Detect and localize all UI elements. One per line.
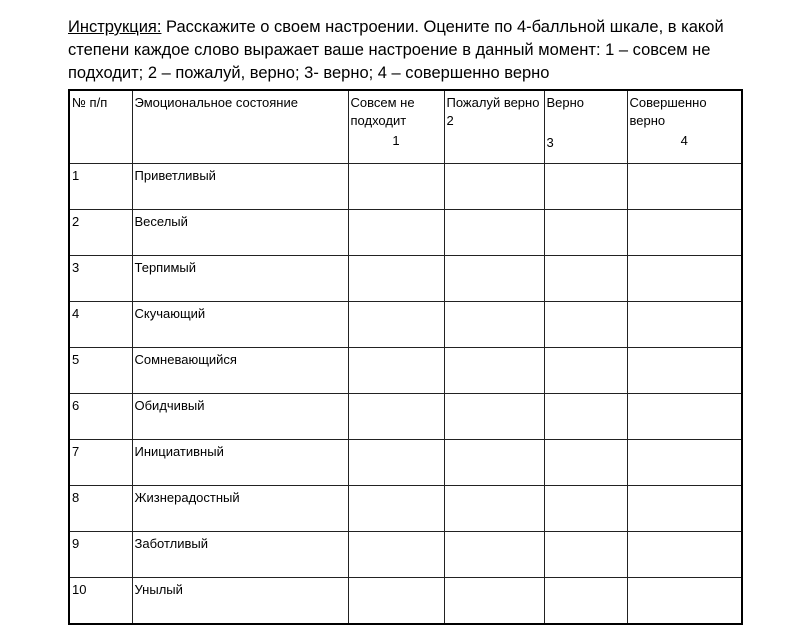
row-state: Сомневающийся	[132, 348, 348, 394]
rating-cell-4[interactable]	[627, 256, 742, 302]
row-state: Жизнерадостный	[132, 486, 348, 532]
rating-cell-3[interactable]	[544, 578, 627, 625]
row-state: Заботливый	[132, 532, 348, 578]
header-not-fit: Совсем не подходит 1	[348, 90, 444, 164]
score-1: 1	[392, 133, 400, 148]
row-number: 4	[69, 302, 132, 348]
rating-cell-3[interactable]	[544, 440, 627, 486]
row-number: 6	[69, 394, 132, 440]
instruction-label: Инструкция:	[68, 18, 162, 36]
table-row	[69, 486, 742, 532]
table-row	[69, 348, 742, 394]
rating-cell-2[interactable]	[444, 532, 544, 578]
rating-cell-1[interactable]	[348, 302, 444, 348]
table-row	[69, 578, 742, 625]
header-state: Эмоциональное состояние	[132, 90, 348, 164]
row-number: 8	[69, 486, 132, 532]
table-row	[69, 532, 742, 578]
score-2: 2	[446, 113, 454, 128]
rating-cell-2[interactable]	[444, 348, 544, 394]
score-3: 3	[546, 135, 554, 150]
table-row	[69, 210, 742, 256]
rating-cell-3[interactable]	[544, 164, 627, 210]
rating-cell-3[interactable]	[544, 532, 627, 578]
rating-cell-3[interactable]	[544, 486, 627, 532]
rating-cell-1[interactable]	[348, 440, 444, 486]
rating-cell-4[interactable]	[627, 486, 742, 532]
rating-cell-1[interactable]	[348, 210, 444, 256]
row-state: Обидчивый	[132, 394, 348, 440]
rating-cell-2[interactable]	[444, 256, 544, 302]
row-state: Приветливый	[132, 164, 348, 210]
rating-cell-3[interactable]	[544, 302, 627, 348]
row-state: Веселый	[132, 210, 348, 256]
row-number: 7	[69, 440, 132, 486]
rating-cell-1[interactable]	[348, 532, 444, 578]
rating-cell-4[interactable]	[627, 210, 742, 256]
header-absolutely-true: Совершенно верно 4	[627, 90, 742, 164]
table-row	[69, 440, 742, 486]
mood-rating-table	[68, 89, 743, 625]
header-number: № п/п	[69, 90, 132, 164]
rating-cell-1[interactable]	[348, 486, 444, 532]
rating-cell-1[interactable]	[348, 394, 444, 440]
header-probably-true: Пожалуй верно 2	[444, 90, 544, 164]
row-state: Инициативный	[132, 440, 348, 486]
row-number: 9	[69, 532, 132, 578]
row-state: Унылый	[132, 578, 348, 625]
table-row	[69, 256, 742, 302]
rating-cell-2[interactable]	[444, 164, 544, 210]
row-state: Скучающий	[132, 302, 348, 348]
rating-cell-1[interactable]	[348, 578, 444, 625]
rating-cell-4[interactable]	[627, 532, 742, 578]
rating-cell-2[interactable]	[444, 394, 544, 440]
table-row	[69, 302, 742, 348]
score-4: 4	[680, 133, 688, 148]
rating-cell-1[interactable]	[348, 164, 444, 210]
table-header-row	[69, 90, 742, 164]
rating-cell-3[interactable]	[544, 256, 627, 302]
rating-cell-3[interactable]	[544, 348, 627, 394]
rating-cell-2[interactable]	[444, 210, 544, 256]
row-number: 1	[69, 164, 132, 210]
rating-cell-1[interactable]	[348, 348, 444, 394]
rating-cell-2[interactable]	[444, 486, 544, 532]
rating-cell-2[interactable]	[444, 440, 544, 486]
row-number: 2	[69, 210, 132, 256]
rating-cell-4[interactable]	[627, 348, 742, 394]
instruction-text	[68, 16, 748, 85]
rating-cell-3[interactable]	[544, 210, 627, 256]
rating-cell-2[interactable]	[444, 578, 544, 625]
row-number: 5	[69, 348, 132, 394]
rating-cell-4[interactable]	[627, 578, 742, 625]
header-true: Верно 3	[544, 90, 627, 164]
rating-cell-4[interactable]	[627, 440, 742, 486]
table-row	[69, 394, 742, 440]
row-number: 10	[69, 578, 132, 625]
rating-cell-1[interactable]	[348, 256, 444, 302]
instruction-body: Расскажите о своем настроении. Оцените по 4-балльной шкале, в какой степени каждое слово выражает ваше настроение в данный момент: 1 – совсем не подходит; 2 – пожалуй, верно; 3- верно; 4 – совершенно верно	[68, 18, 724, 82]
rating-cell-4[interactable]	[627, 164, 742, 210]
row-number: 3	[69, 256, 132, 302]
rating-cell-3[interactable]	[544, 394, 627, 440]
rating-cell-2[interactable]	[444, 302, 544, 348]
rating-cell-4[interactable]	[627, 394, 742, 440]
table-row	[69, 164, 742, 210]
row-state: Терпимый	[132, 256, 348, 302]
rating-cell-4[interactable]	[627, 302, 742, 348]
